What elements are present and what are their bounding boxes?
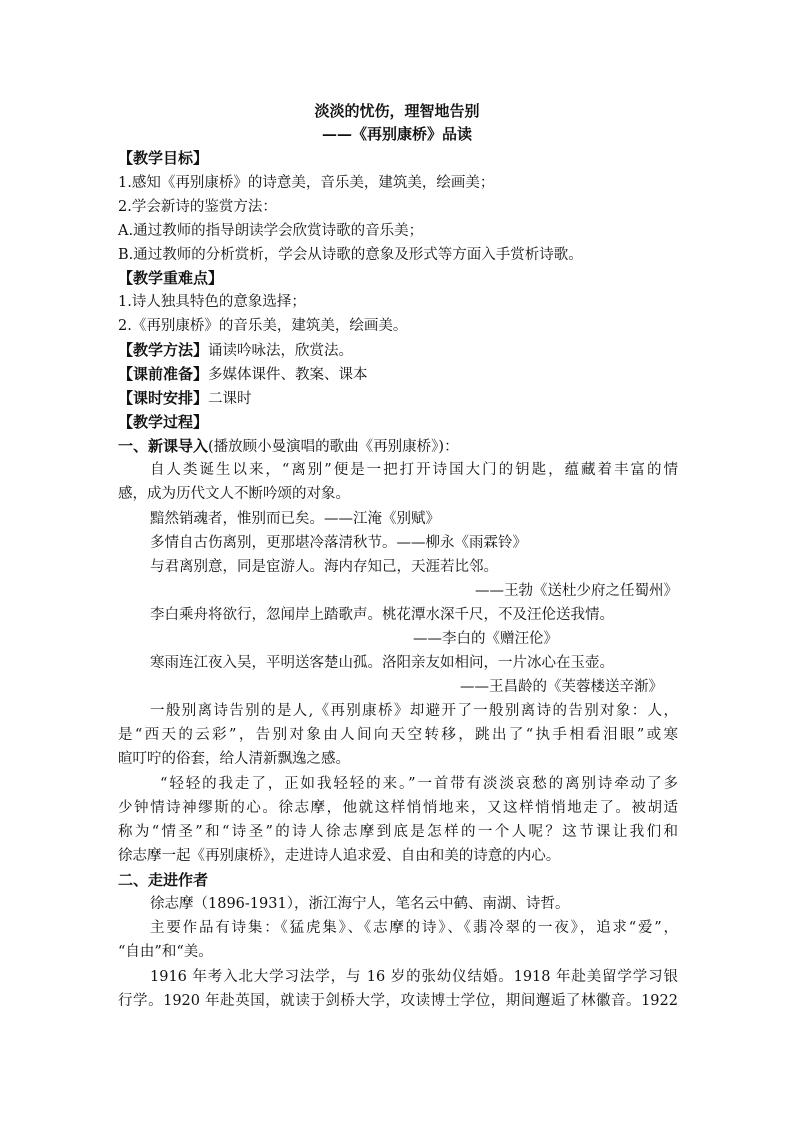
method-label: 【教学方法】 <box>118 341 209 359</box>
time-line <box>118 388 678 409</box>
method-value: 诵读吟咏法，欣赏法。 <box>208 343 354 359</box>
goal-item-2: 2.学会新诗的鉴赏方法： <box>118 199 277 215</box>
author-intro: 徐志摩（1896-1931），浙江海宁人，笔名云中鹤、南湖、诗哲。 <box>150 896 570 912</box>
quote-4: 李白乘舟将欲行，忽闻岸上踏歌声。桃花潭水深千尺，不及汪伦送我情。 <box>150 607 614 623</box>
quote-3-source: ——王勃《送杜少府之任蜀州》 <box>475 583 678 599</box>
section-heading-goals: 【教学目标】 <box>118 149 209 167</box>
time-label: 【课时安排】 <box>118 389 209 407</box>
key-point-2: 2.《再别康桥》的音乐美，建筑美，绘画美。 <box>118 318 408 334</box>
intro-paragraph-line-1: 自人类诞生以来，“离别”便是一把打开诗国大门的钥匙，蕴藏着丰富的情 <box>150 462 678 478</box>
poet-paragraph-line-3: 称为“情圣”和“诗圣”的诗人徐志摩到底是怎样的一个人呢？这节课让我们和 <box>118 824 678 840</box>
goal-item-2b: B.通过教师的分析赏析，学会从诗歌的意象及形式等方面入手赏析诗歌。 <box>118 247 583 263</box>
quote-4-source: ——李白的《赠汪伦》 <box>413 631 558 647</box>
part1-heading <box>118 436 678 457</box>
author-bio-line-1: 1916 年考入北大学习法学，与 16 岁的张幼仪结婚。1918 年赴美留学学习银 <box>150 969 678 985</box>
goal-item-2a: A.通过教师的指导朗读学会欣赏诗歌的音乐美； <box>118 223 424 239</box>
author-bio-line-2: 行学。1920 年赴英国，就读于剑桥大学，攻读博士学位，期间邂逅了林徽音。1922 <box>118 993 678 1009</box>
quote-2: 多情自古伤离别，更那堪冷落清秋节。——柳永《雨霖铃》 <box>150 535 527 551</box>
part1-heading-title: 一、新课导入 <box>118 437 209 455</box>
key-point-1: 1.诗人独具特色的意象选择； <box>118 294 306 310</box>
part1-heading-note: (播放顾小曼演唱的歌曲《再别康桥》)： <box>208 439 459 455</box>
part2-heading: 二、走进作者 <box>118 871 209 889</box>
goal-item-1: 1.感知《再别康桥》的诗意美，音乐美，建筑美，绘画美； <box>118 175 495 191</box>
author-works-line-1: 主要作品有诗集：《猛虎集》、《志摩的诗》、《翡冷翠的一夜》，追求“爱”， <box>150 920 678 936</box>
section-heading-key-points: 【教学重难点】 <box>118 269 224 287</box>
prep-value: 多媒体课件、教案、课本 <box>208 367 368 383</box>
document-subtitle: ——《再别康桥》品读 <box>321 125 472 143</box>
author-works-line-2: “自由”和“美。 <box>118 944 213 960</box>
quote-3: 与君离别意，同是宦游人。海内存知己，天涯若比邻。 <box>150 559 498 575</box>
contrast-paragraph-line-1: 一般别离诗告别的是人,《再别康桥》却避开了一般别离诗的告别对象：人， <box>150 703 678 719</box>
poet-paragraph-line-1: “轻轻的我走了，正如我轻轻的来。”一首带有淡淡哀愁的离别诗牵动了多 <box>160 776 678 792</box>
quote-1: 黯然销魂者，惟别而已矣。——江淹《别赋》 <box>150 511 440 527</box>
contrast-paragraph-line-3: 暄叮咛的俗套，给人清新飘逸之感。 <box>118 751 350 767</box>
intro-paragraph-line-2: 感，成为历代文人不断吟颂的对象。 <box>118 486 350 502</box>
poet-paragraph-line-2: 少钟情诗神缪斯的心。徐志摩，他就这样悄悄地来，又这样悄悄地走了。被胡适 <box>118 800 678 816</box>
document-title: 淡淡的忧伤，理智地告别 <box>314 102 480 120</box>
method-line <box>118 340 678 361</box>
poet-paragraph-line-4: 徐志摩一起《再别康桥》，走进诗人追求爱、自由和美的诗意的内心。 <box>118 848 561 864</box>
prep-label: 【课前准备】 <box>118 365 209 383</box>
prep-line <box>118 364 678 385</box>
contrast-paragraph-line-2: 是“西天的云彩”，告别对象由人间向天空转移，跳出了“执手相看泪眼”或寒 <box>118 727 678 743</box>
time-value: 二课时 <box>208 391 252 407</box>
quote-5-source: ——王昌龄的《芙蓉楼送辛渐》 <box>460 679 663 695</box>
quote-5: 寒雨连江夜入吴，平明送客楚山孤。洛阳亲友如相问，一片冰心在玉壶。 <box>150 655 614 671</box>
section-heading-process: 【教学过程】 <box>118 413 209 431</box>
